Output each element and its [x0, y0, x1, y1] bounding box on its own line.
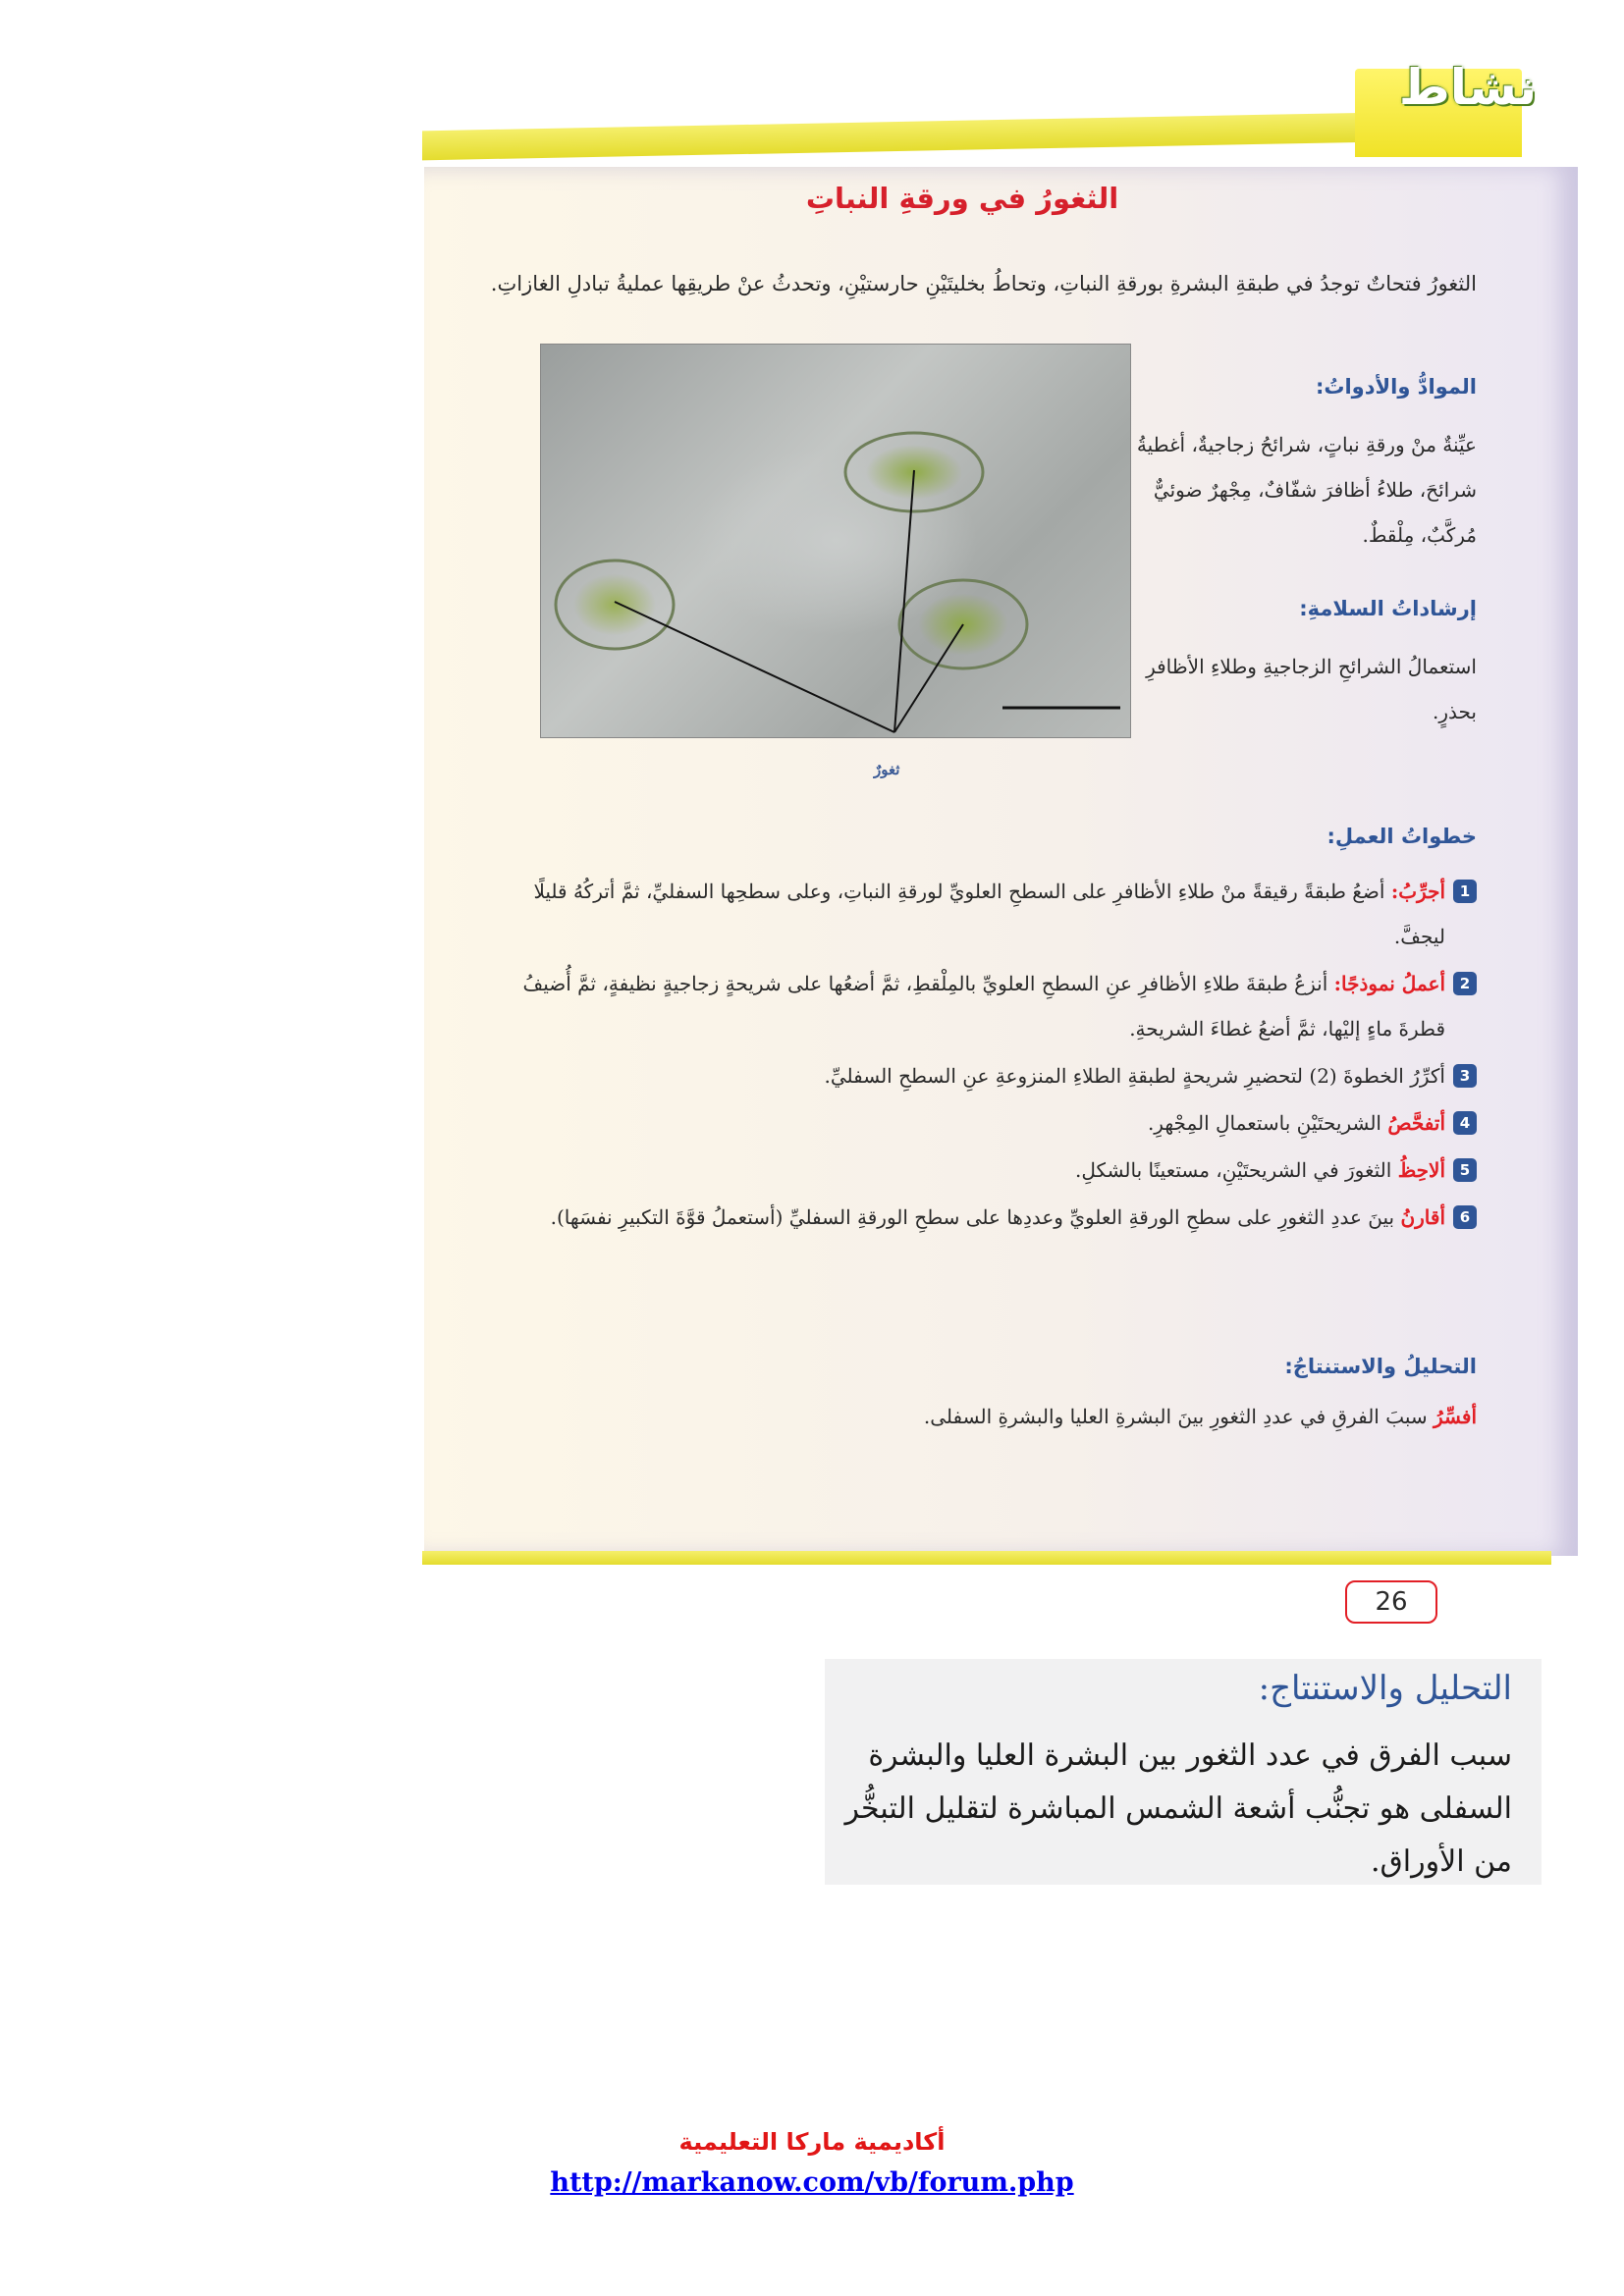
- step-number: 1: [1453, 880, 1477, 903]
- step-item: [485, 1053, 1477, 1098]
- textbook-page: [422, 59, 1581, 1617]
- step-verb: ألاحِظُ: [1397, 1158, 1445, 1182]
- top-yellow-band: [422, 110, 1512, 160]
- step-verb: أعملُ نموذجًا:: [1333, 972, 1445, 995]
- materials-text: عيِّنةٌ منْ ورقةِ نباتٍ، شرائحُ زجاجيةٌ، أغطيةُ شرائحَ، طلاءُ أظافرَ شفّافٌ، مِجْهرٌ ضوئيٌّ مُركَّبٌ، مِلْقطٌ.: [1136, 433, 1477, 547]
- answer-heading: التحليل والاستنتاج:: [1258, 1669, 1512, 1708]
- safety-heading: إرشاداتُ السلامةِ:: [1299, 597, 1477, 620]
- step-item: [485, 1195, 1477, 1240]
- step-text: أكرِّرُ الخطوةَ (2) لتحضيرِ شريحةٍ لطبقةِ الطلاءِ المنزوعةِ عنِ السطحِ السفليِّ.: [824, 1064, 1445, 1088]
- step-number: 2: [1453, 972, 1477, 995]
- step-number: 5: [1453, 1158, 1477, 1182]
- materials-heading: الموادُّ والأدواتُ:: [1315, 375, 1477, 399]
- footer-academy-name: أكاديمية ماركا التعليمية: [678, 2128, 946, 2156]
- activity-title: الثغورُ في ورقةِ النباتِ: [805, 182, 1119, 215]
- analysis-heading: التحليلُ والاستنتاجُ:: [1284, 1355, 1477, 1378]
- analysis-question: سببَ الفرقِ في عددِ الثغورِ بينَ البشرةِ العليا والبشرةِ السفلى.: [923, 1405, 1434, 1428]
- step-text: الثغورَ في الشريحتَيْنِ، مستعينًا بالشكلِ.: [1075, 1158, 1398, 1182]
- step-verb: أتفحَّصُ: [1387, 1111, 1445, 1135]
- analysis-text: [485, 1394, 1477, 1439]
- activity-tab-title: نشاط: [1398, 59, 1538, 116]
- answer-text: سبب الفرق في عدد الثغور بين البشرة العليا والبشرة السفلى هو تجنُّب أشعة الشمس المباشرة لتقليل التبخُّر من الأوراق.: [844, 1738, 1512, 1879]
- step-number: 3: [1453, 1064, 1477, 1088]
- step-item: [485, 1148, 1477, 1193]
- step-item: [485, 961, 1477, 1051]
- stomata-micrograph: [540, 344, 1131, 738]
- step-text: أضعُ طبقةً رقيقةً منْ طلاءِ الأظافرِ على السطحِ العلويِّ لورقةِ النباتِ، وعلى سطحِها السفليِّ، ثمَّ أتركُهُ قليلًا ليجفَّ.: [533, 880, 1445, 948]
- step-number: 4: [1453, 1111, 1477, 1135]
- step-item: [485, 869, 1477, 959]
- step-item: [485, 1100, 1477, 1146]
- bottom-yellow-band: [422, 1551, 1551, 1565]
- footer-link[interactable]: http://markanow.com/vb/forum.php: [550, 2167, 1074, 2198]
- step-verb: أقارنُ: [1400, 1205, 1445, 1229]
- step-text: الشريحتَيْنِ باستعمالِ المِجْهرِ.: [1147, 1111, 1388, 1135]
- step-text: بينَ عددِ الثغورِ على سطحِ الورقةِ العلويِّ وعددِها على سطحِ الورقةِ السفليِّ (أستعملُ قوَّةَ التكبيرِ نفسَها).: [550, 1205, 1401, 1229]
- analysis-verb: أفسِّرُ: [1434, 1405, 1477, 1428]
- step-text: أنزعُ طبقةَ طلاءِ الأظافرِ عنِ السطحِ العلويِّ بالمِلْقطِ، ثمَّ أضعُها على شريحةٍ زجاجيةٍ نظيفةٍ، ثمَّ أُضيفُ قطرةَ ماءٍ إليْها، ثمَّ أضعُ غطاءَ الشريحةِ.: [522, 972, 1445, 1041]
- step-verb: أجرِّبُ:: [1390, 880, 1445, 903]
- page-number: 26: [1345, 1580, 1437, 1624]
- intro-paragraph: الثغورُ فتحاتٌ توجدُ في طبقةِ البشرةِ بورقةِ النباتِ، وتحاطُ بخليتَيْنِ حارستيْنِ، وتحدثُ عنْ طريقِها عمليةُ تبادلِ الغازاتِ.: [490, 272, 1477, 295]
- steps-list: [485, 869, 1477, 1242]
- step-number: 6: [1453, 1205, 1477, 1229]
- answer-box: [825, 1659, 1542, 1885]
- safety-text: استعمالُ الشرائحِ الزجاجيةِ وطلاءِ الأظافرِ بحذرٍ.: [1146, 655, 1477, 723]
- figure-label: ثغورٌ: [874, 761, 900, 778]
- micrograph-pointer-lines: [541, 345, 1130, 737]
- steps-heading: خطواتُ العملِ:: [1326, 825, 1477, 848]
